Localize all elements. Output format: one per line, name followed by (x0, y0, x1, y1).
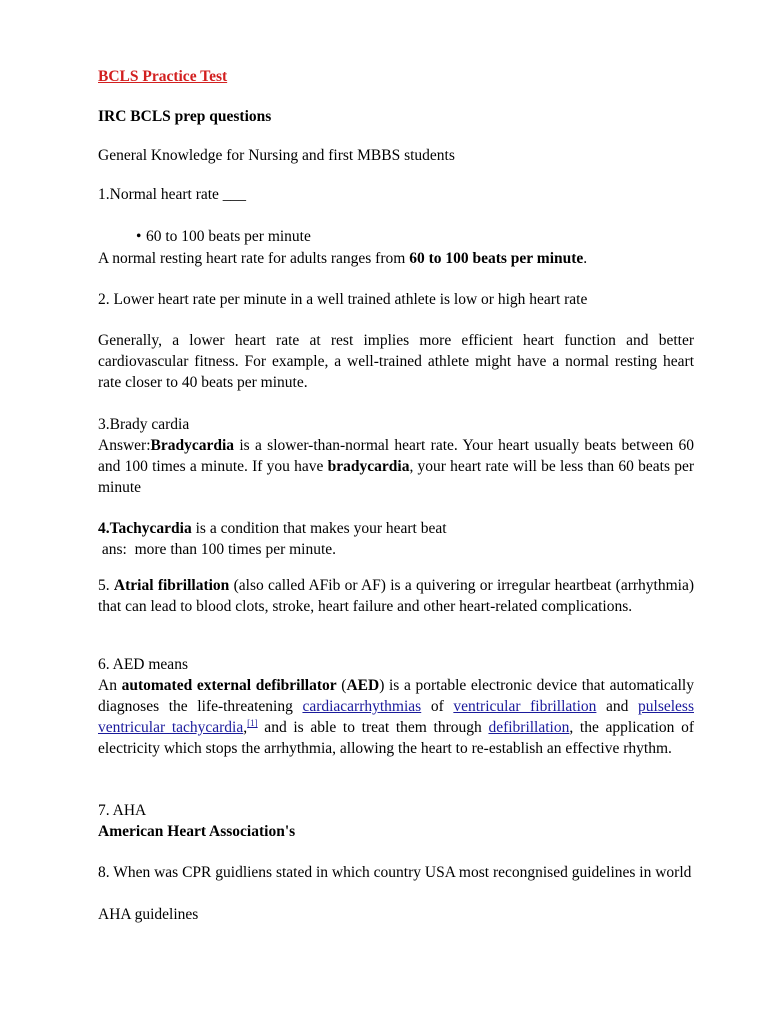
answer-6-mid-1: ( (336, 677, 347, 694)
answer-6-mid-3: of (421, 698, 454, 715)
question-6: 6. AED means (98, 656, 188, 673)
answer-3-bold-2: bradycardia (327, 458, 410, 475)
intro-text: General Knowledge for Nursing and first MBBS students (98, 147, 455, 164)
link-ventricular-fibrillation[interactable]: ventricular fibrillation (453, 698, 597, 715)
answer-1-bold: 60 to 100 beats per minute (409, 250, 584, 267)
answer-1-text (98, 248, 694, 269)
reference-1-link[interactable]: [1] (247, 718, 258, 728)
answer-8-text: AHA guidelines (98, 906, 199, 923)
answer-4-text: ans: more than 100 times per minute. (98, 541, 337, 558)
question-5-number: 5. (98, 577, 114, 594)
link-defibrillation[interactable]: defibrillation (488, 719, 570, 736)
question-4 (98, 518, 694, 539)
answer-3-text-2: , your heart rate will be less than 60 beats per minute (98, 458, 694, 496)
answer-1-post: . (583, 250, 588, 267)
question-4-number: 4. (98, 520, 110, 537)
question-4-bold: Tachycardia (109, 520, 192, 537)
answer-1-bullet: • 60 to 100 beats per minute (98, 226, 694, 247)
answer-6-mid-2: ) is a portable electronic device that automatically diagnoses the life-threatening (98, 677, 694, 715)
question-1: 1.Normal heart rate ___ (98, 186, 247, 203)
answer-2-text: Generally, a lower heart rate at rest implies more efficient heart function and better cardiovascular fitness. For example, a well-trained athlete might have a normal resting heart rate closer to 40 beats per minute. (98, 332, 694, 391)
link-cardiac-arrhythmias[interactable]: cardiacarrhythmias (302, 698, 422, 715)
question-7: 7. AHA (98, 802, 147, 819)
answer-1-pre: A normal resting heart rate for adults ranges from (98, 250, 410, 267)
question-3: 3.Brady cardia (98, 416, 190, 433)
answer-6-mid-5: , (243, 719, 248, 736)
question-4-text: is a condition that makes your heart beat (191, 520, 447, 537)
answer-3-label: Answer: (98, 437, 151, 454)
answer-7-text: American Heart Association's (98, 823, 296, 840)
answer-3-text (98, 435, 694, 498)
question-5-bold: Atrial fibrillation (113, 577, 230, 594)
question-5-text: (also called AFib or AF) is a quivering or irregular heartbeat (arrhythmia) that can lead to blood clots, stroke, heart failure and other heart-related complications. (98, 577, 695, 615)
answer-6-post: , the application of electricity which stops the arrhythmia, allowing the heart to re-establish an effective rhythm. (98, 719, 694, 757)
answer-6-pre: An (98, 677, 122, 694)
answer-6-bold-2: AED (346, 677, 380, 694)
document-subtitle: IRC BCLS prep questions (98, 108, 272, 125)
answer-6-mid-4: and (596, 698, 639, 715)
answer-6-bold-1: automated external defibrillator (121, 677, 337, 694)
question-5 (98, 575, 694, 617)
link-pulseless-ventricular-tachycardia[interactable]: pulseless ventricular tachycardia (98, 698, 694, 736)
answer-1-list (98, 226, 694, 247)
answer-3-bold-1: Bradycardia (150, 437, 235, 454)
answer-6-mid-6: and is able to treat them through (257, 719, 489, 736)
answer-3-text-1: is a slower-than-normal heart rate. Your heart usually beats between 60 and 100 times a minute. If you have (98, 437, 694, 475)
question-8: 8. When was CPR guidliens stated in which country USA most recongnised guidelines in world (98, 864, 692, 881)
answer-6-text (98, 675, 694, 759)
document-title: BCLS Practice Test (98, 68, 228, 85)
question-2: 2. Lower heart rate per minute in a well trained athlete is low or high heart rate (98, 291, 588, 308)
